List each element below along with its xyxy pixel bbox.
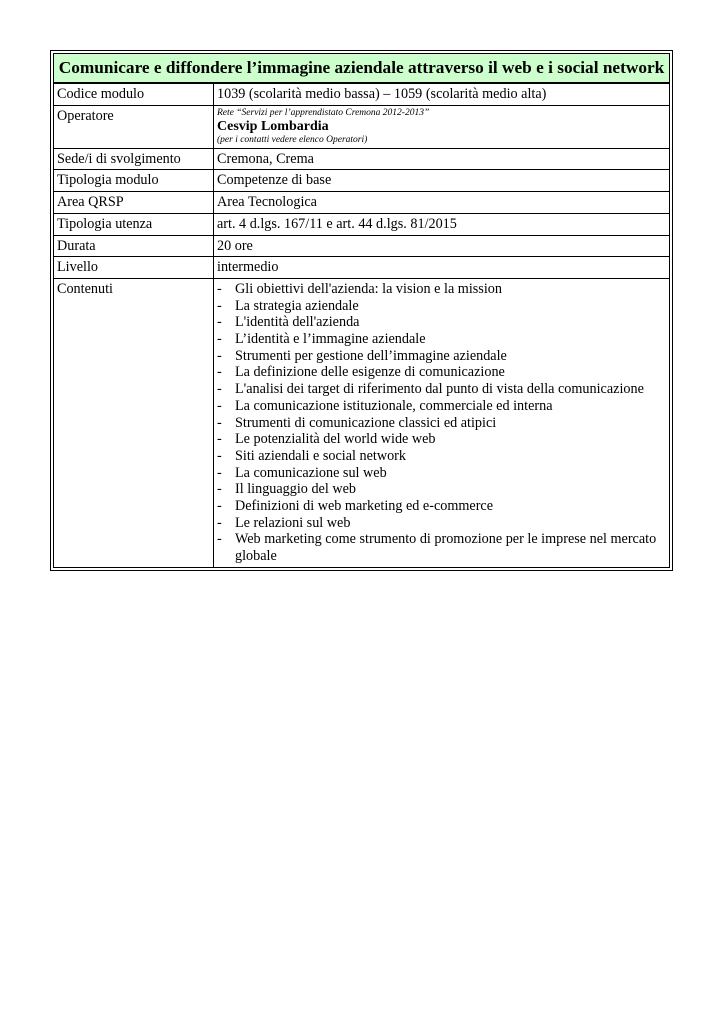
row-label: Contenuti	[54, 278, 214, 567]
row-area-qrsp	[54, 192, 670, 214]
list-item-text: Le relazioni sul web	[235, 514, 351, 531]
list-item	[217, 398, 666, 415]
row-operatore	[54, 105, 670, 148]
row-label: Codice modulo	[54, 84, 214, 106]
row-value: art. 4 d.lgs. 167/11 e art. 44 d.lgs. 81/2015	[214, 213, 670, 235]
bullet-dash: -	[217, 397, 222, 414]
bullet-dash: -	[217, 431, 222, 448]
row-label: Operatore	[54, 105, 214, 148]
bullet-dash: -	[217, 414, 222, 431]
list-item	[217, 348, 666, 365]
list-item	[217, 531, 666, 564]
list-item-text: Definizioni di web marketing ed e-commerce	[235, 498, 494, 515]
module-details-table	[53, 83, 670, 568]
row-contenuti	[54, 278, 670, 567]
operatore-note: (per i contatti vedere elenco Operatori)	[217, 134, 368, 145]
list-item	[217, 415, 666, 432]
row-value: Area Tecnologica	[214, 192, 670, 214]
module-title: Comunicare e diffondere l’immagine aziendale attraverso il web e i social network	[53, 53, 670, 83]
list-item	[217, 448, 666, 465]
row-label: Tipologia utenza	[54, 213, 214, 235]
list-item	[217, 314, 666, 331]
list-item	[217, 515, 666, 532]
list-item-text: La strategia aziendale	[235, 297, 359, 314]
bullet-dash: -	[217, 381, 222, 398]
operatore-name: Cesvip Lombardia	[217, 118, 329, 134]
list-item-text: L'identità dell'azienda	[235, 314, 360, 331]
operatore-cell	[214, 105, 670, 148]
list-item-text: La definizione delle esigenze di comunicazione	[235, 364, 505, 381]
list-item	[217, 281, 666, 298]
row-value: 20 ore	[214, 235, 670, 257]
bullet-dash: -	[217, 314, 222, 331]
bullet-dash: -	[217, 331, 222, 348]
list-item-text: La comunicazione sul web	[235, 464, 387, 481]
list-item-text: Strumenti per gestione dell’immagine aziendale	[235, 347, 507, 364]
list-item	[217, 481, 666, 498]
list-item-text: Siti aziendali e social network	[235, 447, 406, 464]
row-label: Durata	[54, 235, 214, 257]
row-codice-modulo	[54, 84, 670, 106]
bullet-dash: -	[217, 498, 222, 515]
contenuti-list	[217, 281, 666, 565]
list-item	[217, 498, 666, 515]
operatore-network: Rete “Servizi per l’apprendistato Cremona 2012-2013”	[217, 107, 430, 118]
row-value: 1039 (scolarità medio bassa) – 1059 (scolarità medio alta)	[214, 84, 670, 106]
list-item-text: Strumenti di comunicazione classici ed atipici	[235, 414, 497, 431]
row-label: Tipologia modulo	[54, 170, 214, 192]
list-item	[217, 364, 666, 381]
row-durata	[54, 235, 670, 257]
bullet-dash: -	[217, 297, 222, 314]
row-label: Area QRSP	[54, 192, 214, 214]
list-item-text: Il linguaggio del web	[235, 481, 356, 498]
list-item-text: La comunicazione istituzionale, commerciale ed interna	[235, 397, 553, 414]
bullet-dash: -	[217, 531, 222, 548]
list-item-text: Gli obiettivi dell'azienda: la vision e la mission	[235, 280, 502, 297]
list-item	[217, 331, 666, 348]
row-livello	[54, 257, 670, 279]
row-label: Livello	[54, 257, 214, 279]
list-item-text: Le potenzialità del world wide web	[235, 431, 436, 448]
bullet-dash: -	[217, 280, 222, 297]
bullet-dash: -	[217, 481, 222, 498]
module-sheet	[50, 50, 673, 571]
row-value: Cremona, Crema	[214, 148, 670, 170]
list-item	[217, 431, 666, 448]
row-value: Competenze di base	[214, 170, 670, 192]
bullet-dash: -	[217, 364, 222, 381]
row-value: intermedio	[214, 257, 670, 279]
bullet-dash: -	[217, 347, 222, 364]
bullet-dash: -	[217, 447, 222, 464]
bullet-dash: -	[217, 514, 222, 531]
row-sede	[54, 148, 670, 170]
list-item-text: Web marketing come strumento di promozione per le imprese nel mercato globale	[235, 531, 657, 565]
list-item	[217, 465, 666, 482]
row-label: Sede/i di svolgimento	[54, 148, 214, 170]
bullet-dash: -	[217, 464, 222, 481]
list-item	[217, 298, 666, 315]
list-item	[217, 381, 666, 398]
list-item-text: L’identità e l’immagine aziendale	[235, 331, 426, 348]
row-tipologia-modulo	[54, 170, 670, 192]
row-tipologia-utenza	[54, 213, 670, 235]
list-item-text: L'analisi dei target di riferimento dal punto di vista della comunicazione	[235, 381, 644, 398]
contenuti-cell	[214, 278, 670, 567]
